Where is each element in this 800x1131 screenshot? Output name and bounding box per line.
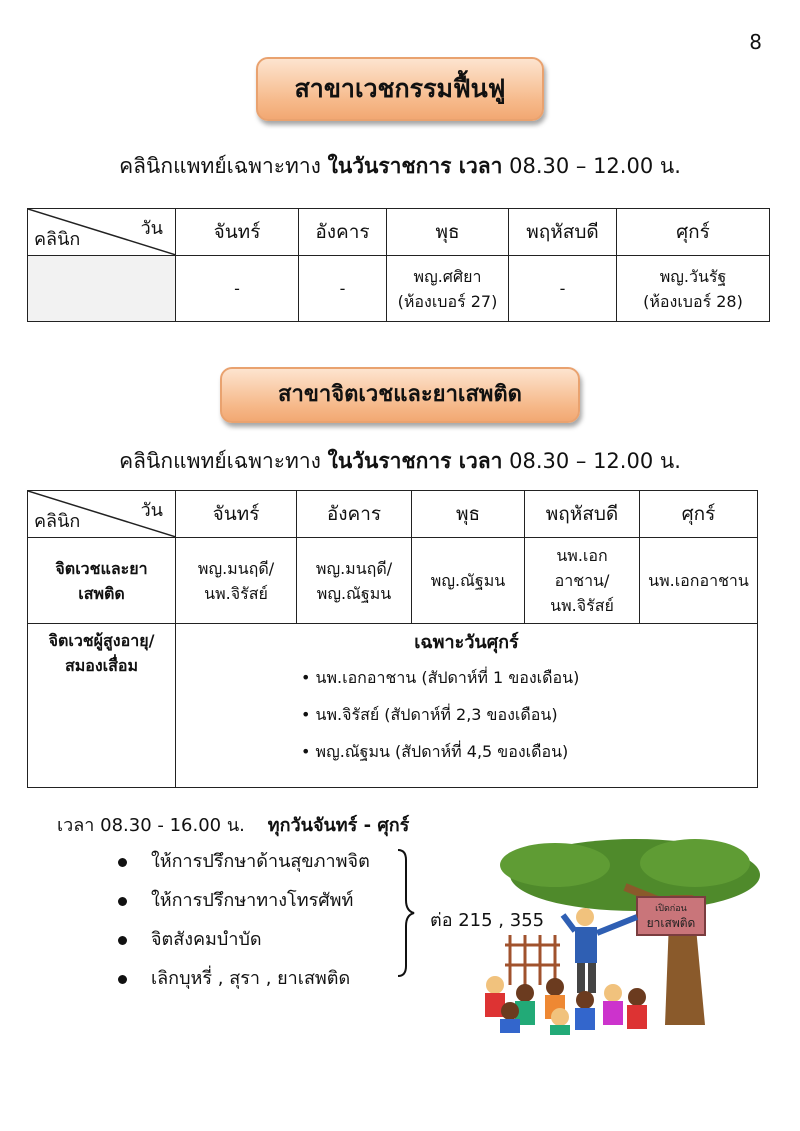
row-label-geriatric <box>28 624 176 788</box>
header-tuesday: อังคาร <box>297 491 412 538</box>
page-number: 8 <box>749 30 762 54</box>
hours-prefix: คลินิกแพทย์เฉพาะทาง <box>119 449 321 473</box>
cell-friday <box>617 256 770 322</box>
doctor-line: อาชาน/ <box>554 571 610 590</box>
curly-brace-icon <box>394 848 418 978</box>
service-list <box>118 842 370 998</box>
header-thursday: พฤหัสบดี <box>509 209 617 256</box>
header-monday: จันทร์ <box>176 491 297 538</box>
corner-clinic-label: คลินิก <box>34 511 81 532</box>
service-days: ทุกวันจันทร์ - ศุกร์ <box>267 815 410 836</box>
friday-doctor-list <box>301 659 757 770</box>
list-item <box>118 842 370 881</box>
cell-monday <box>176 538 297 624</box>
friday-doctor: พญ.วันรัฐ <box>659 266 727 286</box>
clinic-hours-line-2 <box>0 445 800 478</box>
friday-only-cell <box>176 624 758 788</box>
service-text: เลิกบุหรี่ , สุรา , ยาเสพติด <box>151 968 351 989</box>
list-item: • นพ.เอกอาชาน (สัปดาห์ที่ 1 ของเดือน) <box>301 659 757 696</box>
row-label-psychiatry <box>28 538 176 624</box>
service-hours <box>57 810 409 839</box>
sign-line1: เปิดก่อน <box>655 904 687 914</box>
bullet-icon <box>118 897 127 906</box>
sign-line2: ยาเสพติด <box>646 916 696 930</box>
cell-wednesday <box>387 256 509 322</box>
header-tuesday: อังคาร <box>299 209 387 256</box>
list-item: • นพ.จิรัสย์ (สัปดาห์ที่ 2,3 ของเดือน) <box>301 696 757 733</box>
doctor-line: นพ.จิรัสย์ <box>550 596 614 615</box>
corner-day-label: วัน <box>140 218 163 239</box>
label-line: จิตเวชผู้สูงอายุ/ <box>48 631 155 650</box>
corner-day-label: วัน <box>140 500 163 521</box>
friday-only-title: เฉพาะวันศุกร์ <box>414 632 519 653</box>
service-text: ให้การปรึกษาทางโทรศัพท์ <box>151 890 354 911</box>
section-title-psychiatry: สาขาจิตเวชและยาเสพติด <box>220 367 580 423</box>
doctor-line: พญ.มนฤดี/ <box>197 558 275 578</box>
header-monday: จันทร์ <box>176 209 299 256</box>
list-item <box>118 881 370 920</box>
hours-time: 08.30 – 12.00 น. <box>509 449 681 473</box>
label-line: สมองเสื่อม <box>64 656 139 675</box>
table-corner-header <box>28 491 176 538</box>
tree-illustration <box>465 835 765 1035</box>
list-item <box>118 920 370 959</box>
cell-thursday <box>525 538 640 624</box>
fence <box>505 935 560 985</box>
row-label-empty <box>28 256 176 322</box>
doctor-line: นพ.เอก <box>556 546 608 565</box>
service-text: จิตสังคมบำบัด <box>151 929 262 950</box>
cell-monday: - <box>176 256 299 322</box>
label-line: จิตเวชและยา <box>55 558 148 578</box>
header-wednesday: พุธ <box>387 209 509 256</box>
doctor-line: พญ.ณัฐมน <box>316 583 392 603</box>
hours-prefix: คลินิกแพทย์เฉพาะทาง <box>119 154 321 178</box>
bullet-icon <box>118 975 127 984</box>
header-wednesday: พุธ <box>412 491 525 538</box>
cell-tuesday: - <box>299 256 387 322</box>
cell-friday: นพ.เอกอาชาน <box>640 538 758 624</box>
friday-room: (ห้องเบอร์ 28) <box>643 291 743 311</box>
header-friday: ศุกร์ <box>617 209 770 256</box>
list-item <box>118 959 370 998</box>
hours-time: 08.30 – 12.00 น. <box>509 154 681 178</box>
cell-wednesday: พญ.ณัฐมน <box>412 538 525 624</box>
rehab-schedule-table <box>27 208 770 322</box>
cell-tuesday <box>297 538 412 624</box>
teacher-figure <box>563 908 637 993</box>
phone-extension: ต่อ 215 , 355 <box>430 910 545 931</box>
cell-thursday: - <box>509 256 617 322</box>
label-line: เสพติด <box>78 583 125 603</box>
bullet-icon <box>118 936 127 945</box>
wednesday-room: (ห้องเบอร์ 27) <box>397 291 498 311</box>
service-time: เวลา 08.30 - 16.00 น. <box>57 815 245 836</box>
list-item: • พญ.ณัฐมน (สัปดาห์ที่ 4,5 ของเดือน) <box>301 733 757 770</box>
section-title-rehab: สาขาเวชกรรมฟื้นฟู <box>256 57 544 121</box>
hours-bold: ในวันราชการ เวลา <box>327 154 503 178</box>
psychiatry-schedule-table <box>27 490 758 788</box>
doctor-line: นพ.จิรัสย์ <box>204 583 268 603</box>
header-thursday: พฤหัสบดี <box>525 491 640 538</box>
service-text: ให้การปรึกษาด้านสุขภาพจิต <box>151 851 370 872</box>
table-corner-header <box>28 209 176 256</box>
header-friday: ศุกร์ <box>640 491 758 538</box>
wednesday-doctor: พญ.ศศิยา <box>413 266 482 286</box>
hours-bold: ในวันราชการ เวลา <box>327 449 503 473</box>
clinic-hours-line <box>0 150 800 183</box>
bullet-icon <box>118 858 127 867</box>
doctor-line: พญ.มนฤดี/ <box>315 558 393 578</box>
corner-clinic-label: คลินิก <box>34 229 81 250</box>
